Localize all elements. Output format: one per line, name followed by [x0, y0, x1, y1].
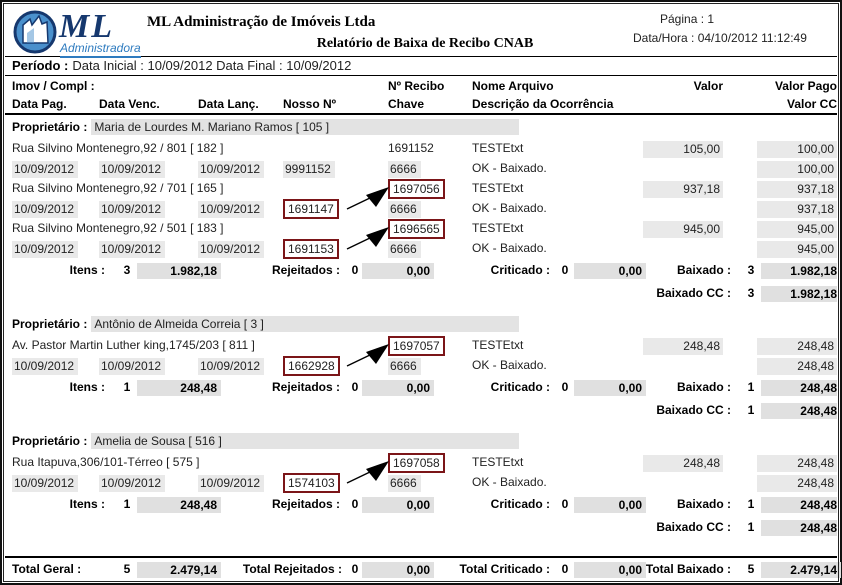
total-baixado-label: Total Baixado : [645, 562, 731, 576]
link-arrow-icon [345, 341, 391, 368]
report-body [5, 116, 837, 556]
proprietor-name: Maria de Lourdes M. Mariano Ramos [ 105 ] [91, 119, 519, 135]
proprietor-label: Proprietário : [12, 119, 88, 134]
valor-pago-cell: 248,48 [757, 455, 837, 472]
imovel-cell: Av. Pastor Martin Luther king,1745/203 [ 811 ] [12, 338, 255, 352]
nosso-highlight-box: 1574103 [283, 473, 340, 493]
section-summary-row [5, 378, 837, 399]
building-logo-icon [13, 9, 57, 55]
report-title: Relatório de Baixa de Recibo CNAB [316, 36, 534, 51]
criticado-count: 0 [561, 380, 569, 394]
section-summary-cc-row [5, 518, 837, 539]
valor-cc-cell: 248,48 [757, 358, 837, 375]
valor-cc-cell: 945,00 [757, 241, 837, 258]
company-name: ML Administração de Imóveis Ltda [147, 14, 376, 30]
col-imov-compl: Imov / Compl : [12, 79, 95, 93]
criticado-valor: 0,00 [574, 263, 646, 279]
section-summary-row [5, 495, 837, 516]
rejeitados-count: 0 [351, 263, 359, 277]
logo-brand-text: ML [59, 8, 114, 45]
record-pair [5, 179, 837, 219]
chave-cell: 6666 [388, 241, 421, 258]
data-venc-cell: 10/09/2012 [99, 358, 165, 375]
proprietor-section [5, 432, 837, 539]
ocorrencia-cell: OK - Baixado. [472, 241, 547, 255]
criticado-valor: 0,00 [574, 380, 646, 396]
col-valor-pago: Valor Pago [774, 79, 837, 93]
data-venc-cell: 10/09/2012 [99, 201, 165, 218]
baixado-label: Baixado : [676, 497, 731, 511]
link-arrow-icon [345, 224, 391, 251]
baixado-valor: 1.982,18 [761, 263, 837, 279]
total-criticado-count: 0 [561, 562, 569, 576]
record-pair [5, 139, 837, 179]
valor-cc-cell: 937,18 [757, 201, 837, 218]
baixado-count: 1 [747, 497, 755, 511]
data-venc-cell: 10/09/2012 [99, 475, 165, 492]
baixado-cc-valor: 248,48 [761, 520, 837, 536]
chave-cell: 6666 [388, 161, 421, 178]
total-rejeitados-count: 0 [351, 562, 359, 576]
report-header [5, 5, 837, 57]
data-lanc-cell: 10/09/2012 [198, 475, 264, 492]
arquivo-cell: TESTEtxt [472, 455, 524, 469]
rejeitados-valor: 0,00 [362, 497, 434, 513]
itens-count: 1 [123, 380, 131, 394]
col-n-recibo: Nº Recibo [388, 79, 445, 93]
data-pag-cell: 10/09/2012 [12, 241, 78, 258]
arquivo-cell: TESTEtxt [472, 181, 524, 195]
data-venc-cell: 10/09/2012 [99, 161, 165, 178]
valor-pago-cell: 100,00 [757, 141, 837, 158]
rejeitados-label: Rejeitados : [271, 497, 340, 511]
section-summary-row [5, 261, 837, 282]
data-lanc-cell: 10/09/2012 [198, 241, 264, 258]
record-pair [5, 336, 837, 376]
link-arrow-icon [345, 458, 391, 485]
rejeitados-label: Rejeitados : [271, 380, 340, 394]
link-arrow-icon [345, 184, 391, 211]
itens-count: 3 [123, 263, 131, 277]
total-baixado-valor: 2.479,14 [761, 562, 841, 578]
rejeitados-valor: 0,00 [362, 380, 434, 396]
total-rejeitados-label: Total Rejeitados : [242, 562, 342, 576]
itens-label: Itens : [69, 263, 105, 277]
baixado-valor: 248,48 [761, 497, 837, 513]
recibo-cell: 1691152 [388, 141, 434, 155]
baixado-cc-valor: 1.982,18 [761, 286, 837, 302]
period-label: Período : [12, 58, 69, 73]
proprietor-bar [5, 315, 837, 332]
proprietor-bar [5, 118, 837, 135]
baixado-cc-valor: 248,48 [761, 403, 837, 419]
imovel-cell: Rua Silvino Montenegro,92 / 701 [ 165 ] [12, 181, 224, 195]
nosso-highlight-box: 1691153 [283, 239, 339, 259]
logo-subtitle: Administradora [60, 41, 141, 58]
valor-pago-cell: 945,00 [757, 221, 837, 238]
baixado-count: 1 [747, 380, 755, 394]
data-lanc-cell: 10/09/2012 [198, 358, 264, 375]
total-criticado-valor: 0,00 [574, 562, 646, 578]
col-nosso-n: Nosso Nº [283, 97, 337, 111]
proprietor-name: Antônio de Almeida Correia [ 3 ] [91, 316, 519, 332]
valor-pago-cell: 937,18 [757, 181, 837, 198]
nosso-n-cell: 9991152 [283, 161, 335, 178]
section-summary-cc-row [5, 401, 837, 422]
arquivo-cell: TESTEtxt [472, 338, 524, 352]
baixado-cc-count: 1 [747, 520, 755, 534]
itens-valor: 248,48 [137, 380, 221, 396]
col-descricao: Descrição da Ocorrência [472, 97, 614, 111]
valor-cc-cell: 100,00 [757, 161, 837, 178]
recibo-highlight-box: 1697056 [388, 179, 445, 199]
baixado-cc-label: Baixado CC : [656, 286, 731, 300]
data-pag-cell: 10/09/2012 [12, 358, 78, 375]
proprietor-section [5, 315, 837, 422]
nosso-highlight-box: 1662928 [283, 356, 340, 376]
recibo-highlight-box: 1697058 [388, 453, 445, 473]
baixado-cc-label: Baixado CC : [656, 520, 731, 534]
criticado-valor: 0,00 [574, 497, 646, 513]
valor-cell: 105,00 [643, 141, 723, 158]
valor-cell: 945,00 [643, 221, 723, 238]
record-pair [5, 453, 837, 493]
chave-cell: 6666 [388, 201, 421, 218]
criticado-label: Criticado : [490, 380, 550, 394]
ocorrencia-cell: OK - Baixado. [472, 201, 547, 215]
rejeitados-label: Rejeitados : [271, 263, 340, 277]
datetime-stamp: Data/Hora : 04/10/2012 11:12:49 [633, 31, 807, 45]
chave-cell: 6666 [388, 358, 421, 375]
col-data-pag: Data Pag. [12, 97, 67, 111]
col-valor-cc: Valor CC [786, 97, 837, 111]
itens-valor: 248,48 [137, 497, 221, 513]
data-pag-cell: 10/09/2012 [12, 201, 78, 218]
proprietor-label: Proprietário : [12, 433, 88, 448]
data-venc-cell: 10/09/2012 [99, 241, 165, 258]
arquivo-cell: TESTEtxt [472, 141, 524, 155]
recibo-highlight-box: 1696565 [388, 219, 445, 239]
imovel-cell: Rua Silvino Montenegro,92 / 801 [ 182 ] [12, 141, 224, 155]
total-geral-count: 5 [123, 562, 131, 576]
col-chave: Chave [388, 97, 425, 111]
period-value: Data Inicial : 10/09/2012 Data Final : 10/09/2012 [72, 58, 352, 73]
rejeitados-valor: 0,00 [362, 263, 434, 279]
col-nome-arquivo: Nome Arquivo [472, 79, 554, 93]
valor-cell: 937,18 [643, 181, 723, 198]
proprietor-bar [5, 432, 837, 449]
baixado-cc-count: 1 [747, 403, 755, 417]
ocorrencia-cell: OK - Baixado. [472, 475, 547, 489]
record-pair [5, 219, 837, 259]
col-data-lanc: Data Lanç. [198, 97, 259, 111]
col-data-venc: Data Venc. [99, 97, 160, 111]
baixado-label: Baixado : [676, 380, 731, 394]
data-lanc-cell: 10/09/2012 [198, 161, 264, 178]
total-geral-label: Total Geral : [12, 562, 82, 576]
grand-total-row [5, 556, 837, 580]
total-geral-valor: 2.479,14 [137, 562, 221, 578]
itens-label: Itens : [69, 497, 105, 511]
baixado-label: Baixado : [676, 263, 731, 277]
section-summary-cc-row [5, 284, 837, 305]
proprietor-section [5, 118, 837, 305]
total-criticado-label: Total Criticado : [459, 562, 550, 576]
criticado-label: Criticado : [490, 263, 550, 277]
proprietor-name: Amelia de Sousa [ 516 ] [91, 433, 519, 449]
baixado-count: 3 [747, 263, 755, 277]
rejeitados-count: 0 [351, 380, 359, 394]
data-pag-cell: 10/09/2012 [12, 475, 78, 492]
itens-count: 1 [123, 497, 131, 511]
data-pag-cell: 10/09/2012 [12, 161, 78, 178]
itens-valor: 1.982,18 [137, 263, 221, 279]
valor-pago-cell: 248,48 [757, 338, 837, 355]
criticado-label: Criticado : [490, 497, 550, 511]
baixado-cc-label: Baixado CC : [656, 403, 731, 417]
page-number: Página : 1 [660, 12, 715, 26]
baixado-valor: 248,48 [761, 380, 837, 396]
period-row [5, 57, 837, 76]
nosso-highlight-box: 1691147 [283, 199, 339, 219]
arquivo-cell: TESTEtxt [472, 221, 524, 235]
rejeitados-count: 0 [351, 497, 359, 511]
data-lanc-cell: 10/09/2012 [198, 201, 264, 218]
total-rejeitados-valor: 0,00 [362, 562, 434, 578]
ocorrencia-cell: OK - Baixado. [472, 358, 547, 372]
valor-cc-cell: 248,48 [757, 475, 837, 492]
company-logo [13, 8, 143, 56]
baixado-cc-count: 3 [747, 286, 755, 300]
recibo-highlight-box: 1697057 [388, 336, 445, 356]
criticado-count: 0 [561, 497, 569, 511]
criticado-count: 0 [561, 263, 569, 277]
itens-label: Itens : [69, 380, 105, 394]
imovel-cell: Rua Itapuva,306/101-Térreo [ 575 ] [12, 455, 200, 469]
imovel-cell: Rua Silvino Montenegro,92 / 501 [ 183 ] [12, 221, 224, 235]
total-baixado-count: 5 [747, 562, 755, 576]
chave-cell: 6666 [388, 475, 421, 492]
proprietor-label: Proprietário : [12, 316, 88, 331]
valor-cell: 248,48 [643, 455, 723, 472]
ocorrencia-cell: OK - Baixado. [472, 161, 547, 175]
column-headers [5, 77, 837, 115]
valor-cell: 248,48 [643, 338, 723, 355]
col-valor: Valor [693, 79, 723, 93]
